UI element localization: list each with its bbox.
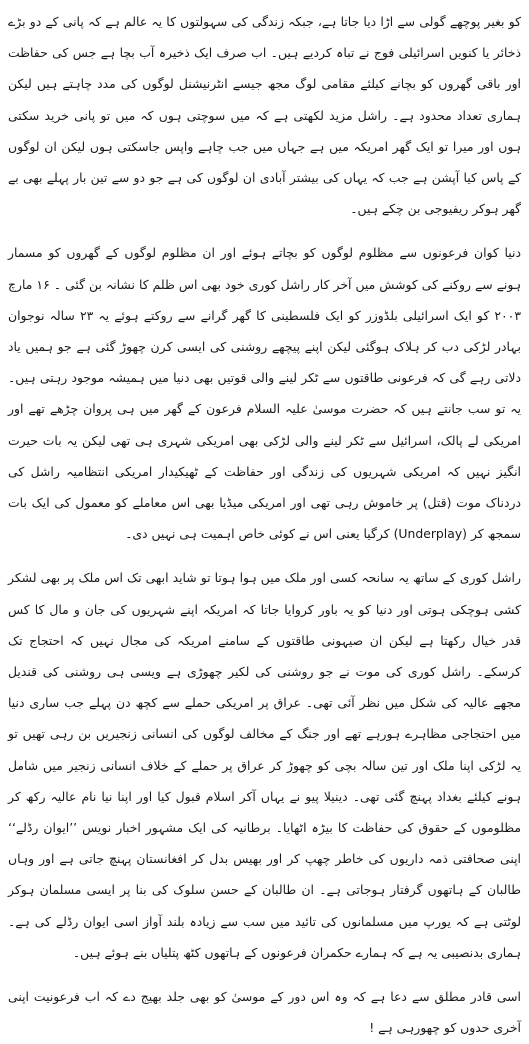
closing-prayer-paragraph: اسی قادر مطلق سے دعا ہے کہ وہ اس دور کے موسیٰ کو بھی جلد بھیج دے کہ اب فرعونیت اپنی آخری حدوں کو چھورہی ہے ! [8,989,521,1036]
article-paragraph-1: کو بغیر پوچھے گولی سے اڑا دیا جاتا ہے، جبکہ زندگی کی سہولتوں کا یہ عالم ہے کہ پانی کے دو بڑے ذخائر یا کنویں اسرائیلی فوج نے تباہ کردیے ہیں۔ اب صرف ایک ذخیرہ آب بچا ہے جس کی حفاظت اور باقی گھروں کو بچانے کیلئے مقامی لوگ مجھ جیسے انٹرنیشنل لوگوں کی مدد چاہتے ہیں لیکن ہماری تعداد محدود ہے۔ راشل مزید لکھتی ہے کہ میں سوچتی ہوں کہ میں تو پانی خرید سکتی ہوں اور میرا تو ایک گھر امریکہ میں ہے جہاں میں جب چاہے واپس جاسکتی ہوں لیکن ان لوگوں کے پاس کیا آپشن ہے جب کہ یہاں کی بیشتر آبادی ان لوگوں کی ہے جو دو سے تین بار پہلے بھی بے گھر ہوکر ریفیوجی بن چکے ہیں۔ [8,14,521,217]
article-paragraph-3: راشل کوری کے ساتھ یہ سانحہ کسی اور ملک میں ہوا ہوتا تو شاید ابھی تک اس ملک پر بھی لشکر کشی ہوچکی ہوتی اور دنیا کو یہ باور کروایا جاتا کہ امریکہ اپنے شہریوں کی جان و مال کا کس قدر خیال رکھتا ہے لیکن ان صیہونی طاقتوں کے سامنے امریکہ کی مجال نہیں کہ احتجاج تک کرسکے۔ راشل کوری کی موت نے جو روشنی کی لکیر چھوڑی ہے ویسی ہی روشنی کی قندیل مجھے عالیہ کی شکل میں نظر آئی تھی۔ عراق پر امریکی حملے سے کچھ دن پہلے جب ساری دنیا میں احتجاجی مظاہرے ہورہے تھے اور جنگ کے مخالف لوگوں کی انسانی زنجیریں بن رہی تھیں تو یہ لڑکی اپنا ملک اور تین سالہ بچی کو چھوڑ کر عراق پر حملے کے خلاف انسانی زنجیر میں شامل ہونے کیلئے بغداد پہنچ گئی تھی۔ دینیلا پیو نے یہاں آکر اسلام قبول کیا اور اپنا نیا نام عالیہ رکھ کر مظلوموں کے حقوق کی حفاظت کا بیڑہ اٹھایا۔ برطانیہ کی ایک مشہور اخبار نویس ’’ایوان رڈلے‘‘ اپنی صحافتی ذمہ داریوں کی خاطر چھپ کر اور بھیس بدل کر افغانستان پہنچ جاتی ہے اور وہاں طالبان کے ہاتھوں گرفتار ہوجاتی ہے۔ ان طالبان کے حسن سلوک کی بنا پر ایسی مسلمان ہوکر لوٹتی ہے کہ یورپ میں مسلمانوں کی تائید میں سب سے زیادہ بلند آواز اسی ایوان رڈلے کی ہے۔ ہماری بدنصیبی یہ ہے کہ ہمارے حکمران فرعونوں کے ہاتھوں کٹھ پتلیاں بنے ہوئے ہیں۔ [8,570,521,960]
article-paragraph-2: دنیا کوان فرعونوں سے مظلوم لوگوں کو بچاتے ہوئے اور ان مظلوم لوگوں کے گھروں کو مسمار ہونے سے روکنے کی کوشش میں آخر کار راشل کوری خود بھی اس ظلم کا نشانہ بن گئی ۔ ۱۶ مارچ ۲۰۰۳ کو ایک اسرائیلی بلڈوزر کو ایک فلسطینی کا گھر گرانے سے روکتے ہوئے یہ ۲۳ سالہ نوجوان بہادر لڑکی دب کر ہلاک ہوگئی لیکن اپنے پیچھے روشنی کی ایسی کرن چھوڑ گئی ہے جو ہمیں یاد دلاتی رہے گی کہ فرعونی طاقتوں سے ٹکر لینے والی قوتیں بھی دنیا میں ہمیشہ موجود رہتی ہیں۔ یہ تو سب جانتے ہیں کہ حضرت موسیٰ علیہ السلام فرعون کے گھر میں ہی پروان چڑھے تھے اور امریکی لے پالک، اسرائیل سے ٹکر لینے والی لڑکی بھی امریکی شہری ہی تھی لیکن یہ بات حیرت انگیز نہیں کہ امریکی شہریوں کی زندگی اور حفاظت کے ٹھیکیدار امریکی انتظامیہ راشل کی دردناک موت (قتل) پر خاموش رہی تھی اور امریکی میڈیا بھی اس معاملے کو معمول کی ایک بات سمجھ کر (Underplay) کرگیا یعنی اس نے کوئی خاص اہمیت ہی نہیں دی۔ [8,245,521,542]
